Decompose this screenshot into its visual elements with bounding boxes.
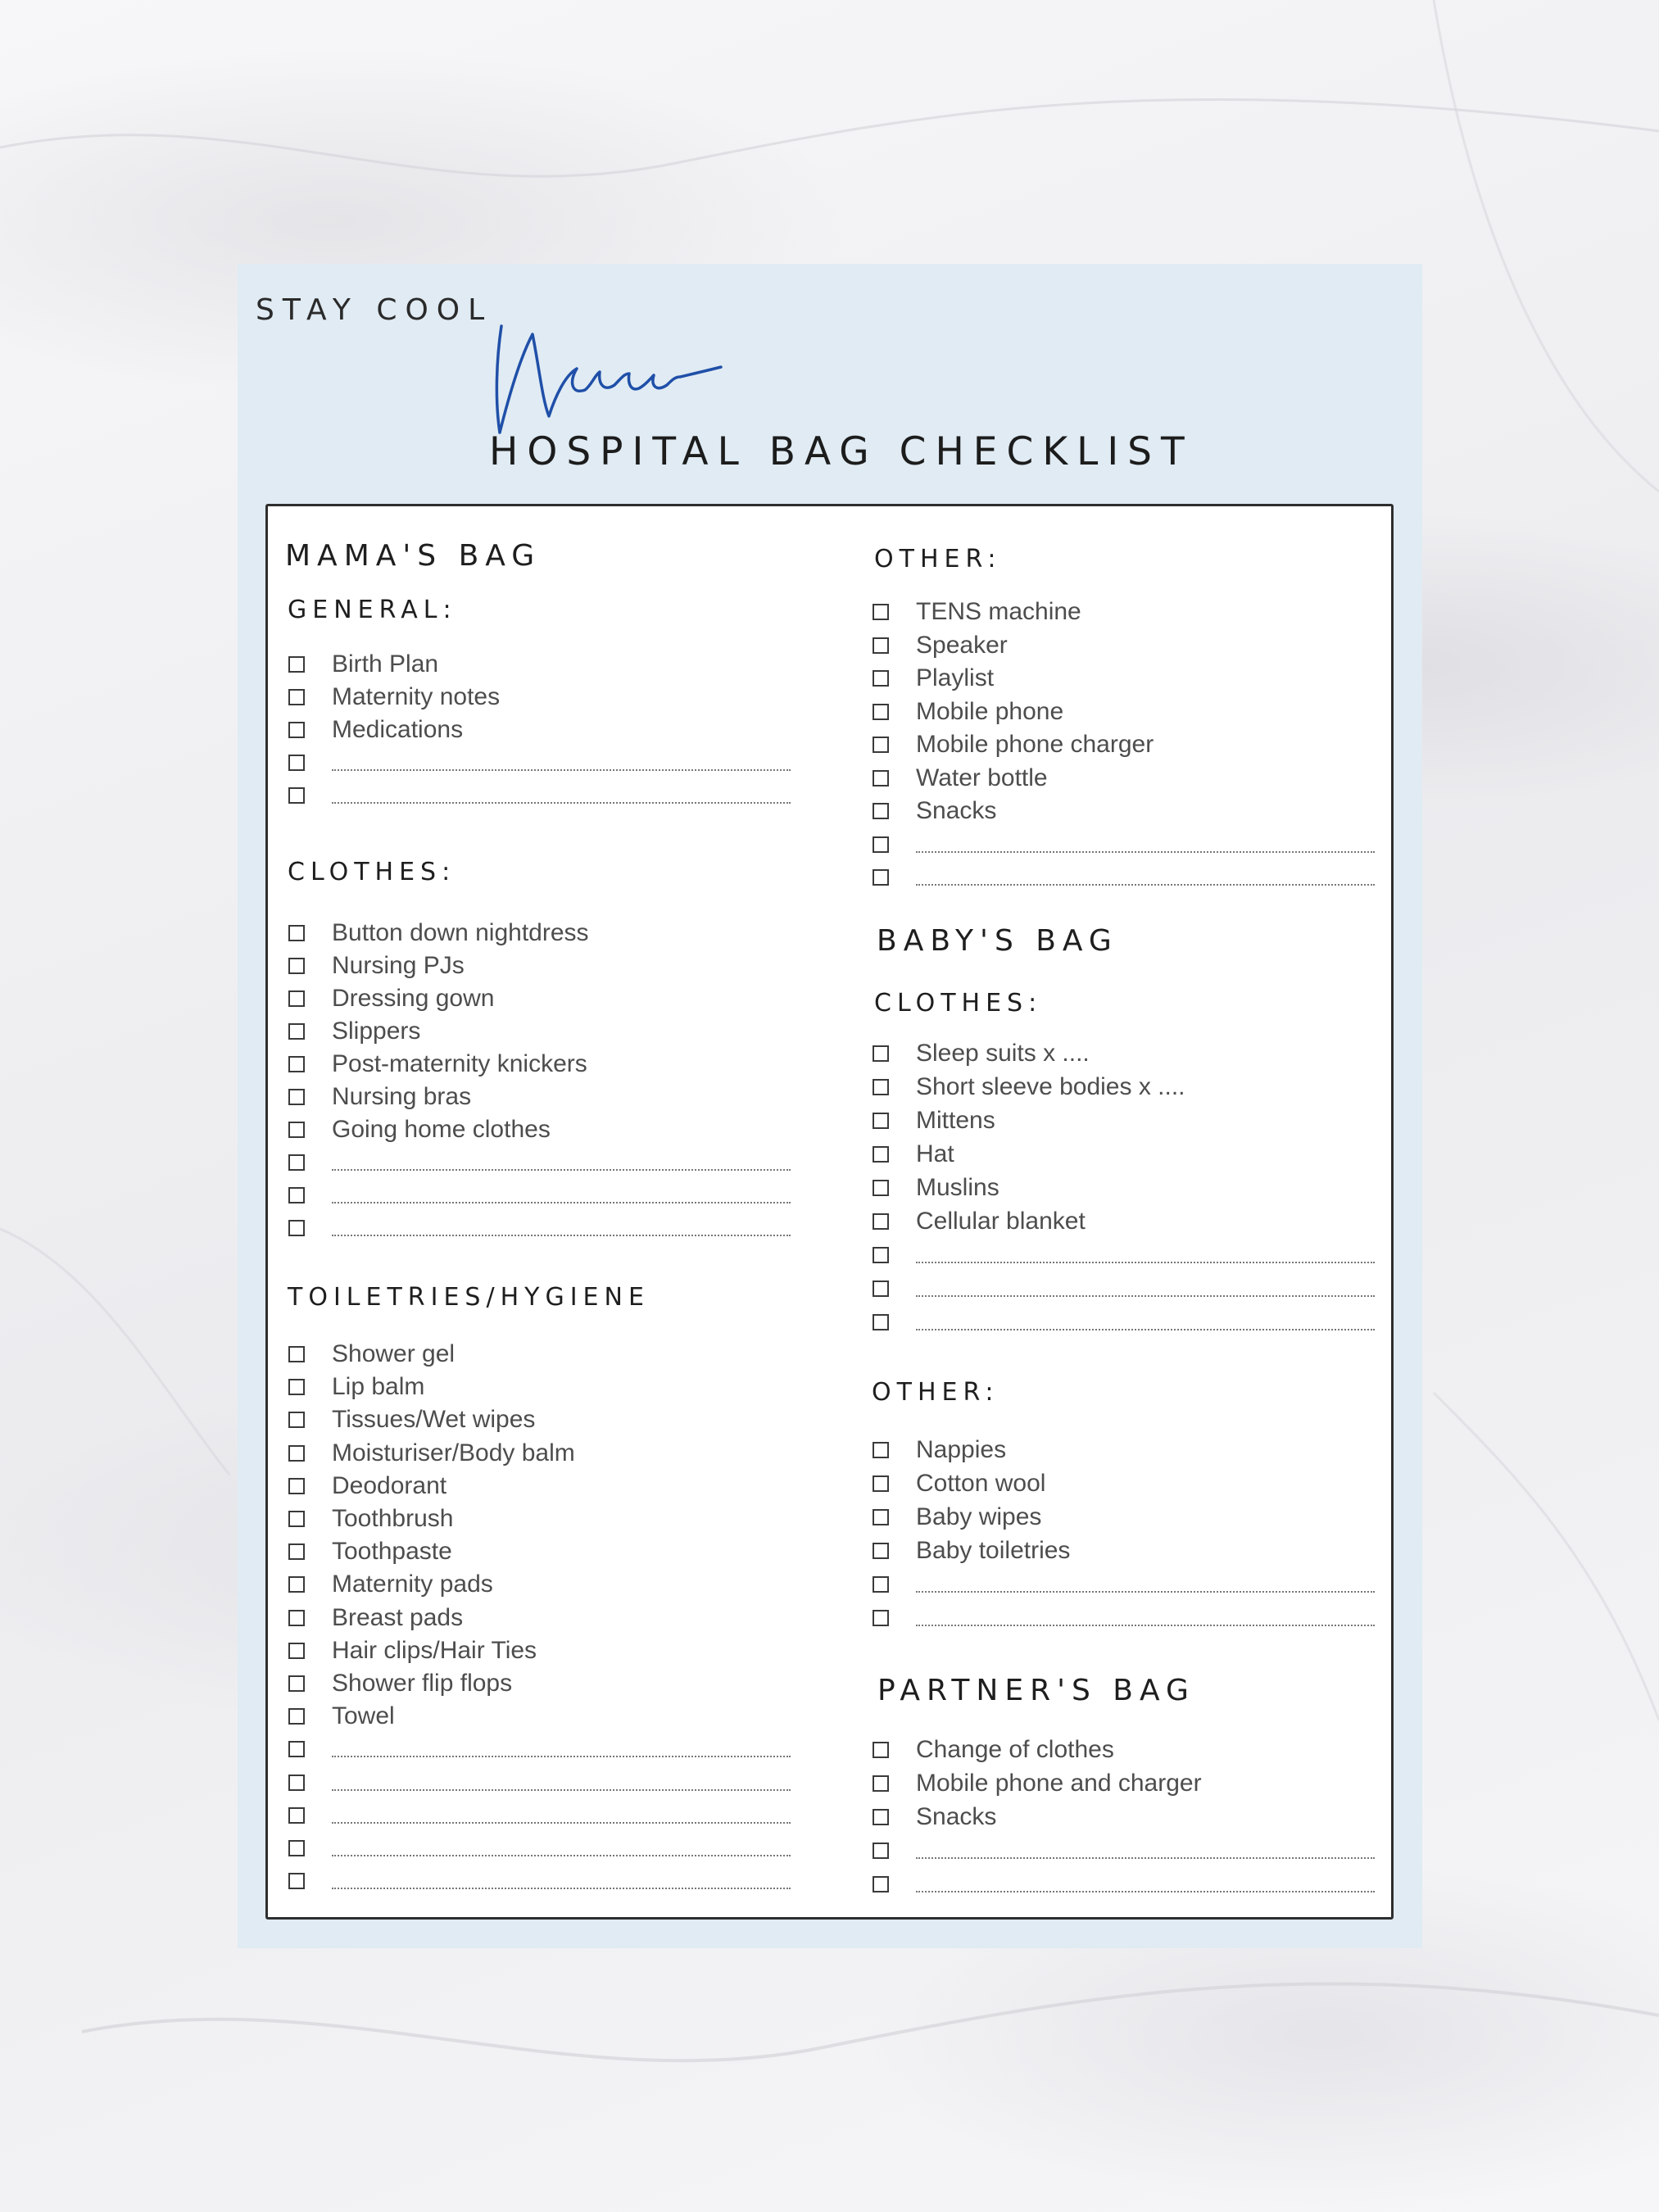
checklist-item[interactable]: [288, 1535, 452, 1568]
checkbox[interactable]: [873, 637, 889, 654]
checklist-item-label: Button down nightdress: [332, 919, 589, 946]
checklist-item-label: Mobile phone charger: [916, 731, 1154, 758]
checkbox[interactable]: [288, 925, 305, 941]
checkbox[interactable]: [873, 737, 889, 753]
checkbox[interactable]: [873, 1113, 889, 1129]
checklist-item[interactable]: [873, 629, 1008, 662]
mama-other-title: OTHER:: [874, 545, 1002, 573]
checklist-item[interactable]: [873, 1767, 1202, 1800]
checkbox[interactable]: [288, 1412, 305, 1428]
checkbox[interactable]: [288, 1122, 305, 1138]
checkbox[interactable]: [873, 1045, 889, 1062]
checkbox[interactable]: [873, 1247, 889, 1263]
checklist-item-label: Mobile phone and charger: [916, 1770, 1202, 1797]
checklist-item-label: Dressing gown: [332, 985, 495, 1012]
checklist-item-label: Shower flip flops: [332, 1670, 513, 1697]
checkbox[interactable]: [873, 1610, 889, 1626]
checklist-item-label: Tissues/Wet wipes: [332, 1406, 536, 1434]
checkbox[interactable]: [873, 1079, 889, 1095]
checkbox[interactable]: [288, 1708, 305, 1725]
blank-write-in-line[interactable]: [332, 1756, 791, 1757]
blank-write-in-line[interactable]: [332, 1855, 791, 1856]
checklist-item[interactable]: [873, 1501, 1041, 1534]
checklist-item[interactable]: [288, 1081, 471, 1113]
checklist-item[interactable]: [873, 1534, 1070, 1567]
checklist-item-label: Baby toiletries: [916, 1537, 1071, 1564]
checkbox[interactable]: [288, 958, 305, 974]
checklist-item-label: Playlist: [916, 664, 995, 691]
checklist-item-label: Moisturiser/Body balm: [332, 1439, 575, 1466]
checklist-item[interactable]: [873, 1272, 1375, 1305]
checkbox[interactable]: [873, 869, 889, 886]
checklist-item-label: Hair clips/Hair Ties: [332, 1636, 537, 1664]
toiletries-title: TOILETRIES/HYGIENE: [288, 1283, 650, 1312]
checklist-item-label: Maternity pads: [332, 1571, 493, 1598]
checkbox[interactable]: [288, 1873, 305, 1889]
checkbox[interactable]: [288, 1056, 305, 1072]
checklist-item[interactable]: [288, 1338, 455, 1371]
checkbox[interactable]: [873, 1742, 889, 1758]
checklist-item[interactable]: [873, 596, 1081, 628]
checklist-item[interactable]: [288, 1766, 791, 1799]
checkbox[interactable]: [873, 836, 889, 853]
blank-write-in-line[interactable]: [332, 769, 791, 771]
checkbox[interactable]: [873, 770, 889, 786]
checkbox[interactable]: [288, 1807, 305, 1824]
checkbox[interactable]: [288, 1187, 305, 1203]
checkbox[interactable]: [288, 990, 305, 1007]
checkbox[interactable]: [873, 1809, 889, 1825]
checklist-item[interactable]: [873, 1071, 1185, 1104]
checkbox[interactable]: [288, 1610, 305, 1626]
checkbox[interactable]: [288, 1023, 305, 1040]
checklist-item-label: Snacks: [916, 1803, 997, 1830]
checklist-item-label: Lip balm: [332, 1373, 425, 1401]
baby-clothes-title: CLOTHES:: [874, 989, 1043, 1018]
checklist-item[interactable]: [873, 1205, 1086, 1238]
checklist-item[interactable]: [288, 1437, 575, 1470]
checklist-item[interactable]: [288, 779, 791, 812]
checklist-item-label: Cellular blanket: [916, 1208, 1086, 1235]
checklist-item-label: TENS machine: [916, 598, 1081, 625]
checklist-item-label: Maternity notes: [332, 683, 501, 710]
checkbox[interactable]: [873, 1876, 889, 1892]
checkbox[interactable]: [288, 1675, 305, 1692]
checklist-item-label: Cotton wool: [916, 1470, 1046, 1497]
checklist-item-label: Speaker: [916, 631, 1008, 659]
checklist-item[interactable]: [873, 1037, 1090, 1070]
blank-write-in-line[interactable]: [332, 1822, 791, 1824]
checkbox[interactable]: [288, 1478, 305, 1494]
checklist-item[interactable]: [873, 1306, 1375, 1339]
checklist-item[interactable]: [288, 1113, 551, 1146]
checklist-item[interactable]: [288, 1403, 535, 1436]
checklist-item[interactable]: [873, 1467, 1045, 1500]
checklist-item-label: Water bottle: [916, 764, 1048, 791]
blank-write-in-line[interactable]: [916, 1329, 1375, 1330]
checklist-item-label: Shower gel: [332, 1340, 456, 1367]
checklist-item[interactable]: [288, 746, 791, 779]
checklist-item-label: Mittens: [916, 1107, 995, 1134]
checklist-item-label: Post-maternity knickers: [332, 1050, 587, 1077]
checkbox[interactable]: [288, 1840, 305, 1856]
blank-write-in-line[interactable]: [332, 1202, 791, 1203]
checkbox[interactable]: [873, 670, 889, 687]
checklist-item[interactable]: [288, 1568, 493, 1601]
checklist-item[interactable]: [288, 1146, 791, 1179]
checkbox[interactable]: [873, 1314, 889, 1330]
checklist-item[interactable]: [288, 1832, 791, 1865]
checkbox[interactable]: [873, 1576, 889, 1593]
checklist-item[interactable]: [873, 1801, 996, 1834]
checklist-item[interactable]: [873, 762, 1048, 795]
checkbox[interactable]: [288, 1379, 305, 1395]
checklist-item-label: Nappies: [916, 1436, 1007, 1463]
checklist-item[interactable]: [873, 1868, 1375, 1901]
mama-script-wordmark: [490, 310, 736, 449]
checkbox[interactable]: [288, 1775, 305, 1791]
checklist-item-label: Toothbrush: [332, 1505, 454, 1532]
checklist-item[interactable]: [288, 1048, 587, 1081]
checkbox[interactable]: [288, 1346, 305, 1362]
checklist-item[interactable]: [288, 1470, 446, 1503]
checkbox[interactable]: [873, 1146, 889, 1163]
checklist-item-label: Mobile phone: [916, 697, 1064, 725]
checklist-item[interactable]: [288, 1602, 463, 1634]
blank-write-in-line[interactable]: [916, 1857, 1375, 1859]
checkbox[interactable]: [288, 656, 305, 673]
checklist-item[interactable]: [873, 1172, 999, 1204]
checklist-item[interactable]: [873, 696, 1063, 728]
checklist-item[interactable]: [288, 1503, 453, 1535]
checkbox[interactable]: [873, 1543, 889, 1559]
checkbox[interactable]: [873, 1775, 889, 1792]
checkbox[interactable]: [873, 1442, 889, 1458]
checklist-item[interactable]: [288, 1865, 791, 1897]
blank-write-in-line[interactable]: [332, 802, 791, 804]
checklist-item-label: Slippers: [332, 1018, 421, 1045]
checklist-item[interactable]: [288, 917, 589, 950]
blank-write-in-line[interactable]: [916, 851, 1375, 853]
blank-write-in-line[interactable]: [332, 1235, 791, 1236]
checklist-item[interactable]: [288, 1212, 791, 1244]
checklist-item[interactable]: [873, 828, 1375, 861]
checklist-item[interactable]: [873, 1104, 995, 1137]
general-title: GENERAL:: [288, 596, 457, 624]
blank-write-in-line[interactable]: [332, 1789, 791, 1791]
checklist-item[interactable]: [288, 1179, 791, 1212]
checklist-item[interactable]: [873, 1734, 1114, 1766]
babys-bag-heading: BABY'S BAG: [877, 924, 1118, 958]
checklist-item-label: Change of clothes: [916, 1736, 1114, 1763]
checkbox[interactable]: [288, 1154, 305, 1171]
checklist-item-label: Nursing bras: [332, 1083, 472, 1110]
checklist-item[interactable]: [873, 861, 1375, 894]
blank-write-in-line[interactable]: [332, 1888, 791, 1889]
checklist-item[interactable]: [288, 1733, 791, 1766]
checklist-item-label: Snacks: [916, 797, 997, 824]
partners-bag-heading: PARTNER'S BAG: [877, 1674, 1195, 1707]
checklist-item-label: Baby wipes: [916, 1503, 1042, 1530]
page-title: HOSPITAL BAG CHECKLIST: [489, 429, 1194, 474]
checklist-item-label: Breast pads: [332, 1603, 464, 1631]
checkbox[interactable]: [873, 803, 889, 819]
clothes-title: CLOTHES:: [288, 858, 456, 886]
mamas-bag-heading: MAMA'S BAG: [285, 539, 542, 573]
checklist-item[interactable]: [288, 1700, 395, 1733]
blank-write-in-line[interactable]: [916, 1625, 1375, 1626]
checkbox[interactable]: [288, 722, 305, 738]
blank-write-in-line[interactable]: [916, 884, 1375, 886]
checkbox[interactable]: [288, 787, 305, 804]
checklist-item-label: Deodorant: [332, 1471, 447, 1499]
checklist-item[interactable]: [873, 1138, 954, 1171]
checklist-item[interactable]: [288, 648, 438, 681]
checklist-item[interactable]: [288, 1634, 537, 1667]
checkbox[interactable]: [873, 1509, 889, 1525]
checklist-item-label: Hat: [916, 1140, 954, 1167]
checklist-item[interactable]: [288, 1667, 512, 1700]
checkbox[interactable]: [873, 1475, 889, 1492]
checkbox[interactable]: [873, 604, 889, 620]
checklist-item[interactable]: [873, 795, 996, 827]
checklist-item-label: Nursing PJs: [332, 952, 465, 979]
checkbox[interactable]: [873, 1281, 889, 1297]
checkbox[interactable]: [288, 755, 305, 771]
checkbox[interactable]: [288, 1511, 305, 1527]
checklist-item-label: Muslins: [916, 1174, 999, 1201]
blank-write-in-line[interactable]: [916, 1891, 1375, 1892]
checkbox[interactable]: [873, 1843, 889, 1859]
checklist-item[interactable]: [288, 1015, 420, 1048]
checkbox[interactable]: [288, 1576, 305, 1593]
checklist-item[interactable]: [873, 728, 1154, 761]
checkbox[interactable]: [288, 689, 305, 705]
blank-write-in-line[interactable]: [916, 1591, 1375, 1593]
checklist-item-label: Going home clothes: [332, 1116, 551, 1143]
checklist-item-label: Sleep suits x ....: [916, 1040, 1090, 1067]
checklist-item-label: Toothpaste: [332, 1538, 452, 1566]
checkbox[interactable]: [288, 1643, 305, 1659]
blank-write-in-line[interactable]: [916, 1295, 1375, 1297]
checklist-item-label: Medications: [332, 716, 464, 743]
checklist-item[interactable]: [288, 982, 494, 1015]
checkbox[interactable]: [288, 1220, 305, 1236]
checkbox[interactable]: [288, 1089, 305, 1105]
checkbox[interactable]: [288, 1543, 305, 1560]
checkbox[interactable]: [873, 704, 889, 720]
checklist-item-label: Birth Plan: [332, 650, 439, 678]
checklist-item[interactable]: [873, 1568, 1375, 1601]
baby-other-title: OTHER:: [872, 1378, 999, 1407]
checklist-item[interactable]: [873, 1434, 1006, 1466]
checklist-item[interactable]: [288, 1371, 424, 1403]
checklist-item[interactable]: [873, 1834, 1375, 1867]
checklist-item[interactable]: [873, 662, 994, 695]
checkbox[interactable]: [873, 1180, 889, 1196]
checkbox[interactable]: [873, 1213, 889, 1230]
tagline: STAY COOL: [256, 293, 493, 327]
checklist-item[interactable]: [288, 681, 500, 714]
checkbox[interactable]: [288, 1445, 305, 1462]
checklist-item[interactable]: [288, 714, 463, 746]
checklist-item[interactable]: [288, 950, 465, 982]
checklist-item[interactable]: [873, 1602, 1375, 1634]
checklist-item-label: Short sleeve bodies x ....: [916, 1073, 1185, 1100]
blank-write-in-line[interactable]: [916, 1262, 1375, 1263]
checklist-item[interactable]: [288, 1799, 791, 1832]
blank-write-in-line[interactable]: [332, 1169, 791, 1171]
checklist-item-label: Towel: [332, 1702, 395, 1730]
checkbox[interactable]: [288, 1741, 305, 1757]
checklist-item[interactable]: [873, 1239, 1375, 1271]
